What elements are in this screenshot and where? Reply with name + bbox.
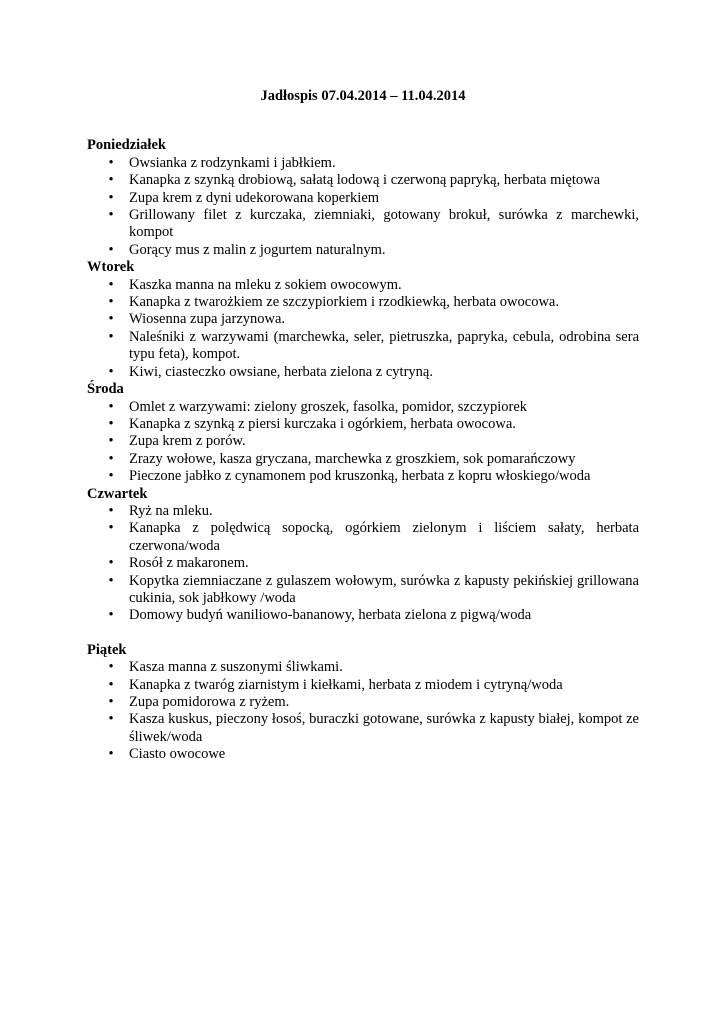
bullet-icon: •	[108, 328, 114, 345]
bullet-icon: •	[108, 311, 114, 328]
day-section-piatek	[87, 642, 639, 764]
bullet-icon: •	[108, 694, 114, 710]
meal-item	[87, 207, 639, 242]
menu-title: Jadłospis 07.04.2014 – 11.04.2014	[260, 88, 466, 104]
day-heading: Poniedziałek	[87, 137, 166, 154]
meal-item	[87, 503, 639, 520]
bullet-icon: •	[108, 363, 114, 380]
meal-list	[87, 399, 639, 486]
meal-item	[87, 155, 639, 172]
bullet-icon: •	[108, 189, 114, 206]
meal-item	[87, 416, 639, 433]
bullet-icon: •	[108, 154, 114, 171]
meal-text: Kasza kuskus, pieczony łosoś, buraczki gotowane, surówka z kapusty białej, kompot ze śliwek/woda	[129, 711, 639, 745]
meal-item	[87, 659, 639, 676]
bullet-icon: •	[108, 746, 114, 763]
day-heading: Piątek	[87, 641, 127, 658]
meal-list	[87, 155, 639, 259]
meal-text: Kanapka z szynką drobiową, sałatą lodową i czerwoną papryką, herbata miętowa	[129, 172, 601, 189]
meal-text: Domowy budyń waniliowo-bananowy, herbata zielona z pigwą/woda	[129, 607, 532, 624]
meal-item	[87, 451, 639, 468]
meal-text: Kopytka ziemniaczane z gulaszem wołowym, surówka z kapusty pekińskiej grillowana cukinia, sok jabłkowy /woda	[129, 572, 639, 606]
meal-text: Zrazy wołowe, kasza gryczana, marchewka z groszkiem, sok pomarańczowy	[129, 450, 576, 467]
meal-item	[87, 694, 639, 711]
meal-text: Rosół z makaronem.	[129, 555, 249, 572]
meal-item	[87, 746, 639, 763]
bullet-icon: •	[108, 711, 114, 728]
day-section-sroda	[87, 381, 639, 485]
bullet-icon: •	[108, 607, 114, 624]
meal-text: Zupa krem z porów.	[129, 433, 246, 450]
day-section-wtorek	[87, 259, 639, 381]
day-heading: Środa	[87, 381, 124, 398]
bullet-icon: •	[108, 468, 114, 485]
bullet-icon: •	[108, 415, 114, 432]
bullet-icon: •	[108, 172, 114, 189]
meal-item	[87, 311, 639, 328]
meal-item	[87, 329, 639, 364]
bullet-icon: •	[108, 555, 114, 572]
bullet-icon: •	[108, 241, 114, 258]
bullet-icon: •	[108, 433, 114, 450]
meal-item	[87, 677, 639, 694]
meal-item	[87, 711, 639, 746]
meal-text: Owsianka z rodzynkami i jabłkiem.	[129, 154, 336, 171]
meal-item	[87, 242, 639, 259]
meal-text: Kanapka z twaróg ziarnistym i kiełkami, herbata z miodem i cytryną/woda	[129, 676, 563, 693]
meal-list	[87, 503, 639, 625]
meal-text: Kiwi, ciasteczko owsiane, herbata zielona z cytryną.	[129, 363, 433, 380]
meal-text: Zupa krem z dyni udekorowana koperkiem	[129, 189, 380, 206]
bullet-icon: •	[108, 294, 114, 311]
bullet-icon: •	[108, 398, 114, 415]
meal-text: Kaszka manna na mleku z sokiem owocowym.	[129, 276, 402, 293]
meal-item	[87, 468, 639, 485]
bullet-icon: •	[108, 450, 114, 467]
bullet-icon: •	[108, 572, 114, 589]
meal-text: Grillowany filet z kurczaka, ziemniaki, gotowany brokuł, surówka z marchewki, kompot	[129, 207, 639, 241]
day-section-poniedzialek	[87, 137, 639, 259]
meal-item	[87, 433, 639, 450]
meal-item	[87, 277, 639, 294]
meal-item	[87, 364, 639, 381]
bullet-icon: •	[108, 659, 114, 676]
meal-item	[87, 294, 639, 311]
meal-item	[87, 520, 639, 555]
bullet-icon: •	[108, 502, 114, 519]
day-section-czwartek	[87, 486, 639, 625]
meal-text: Naleśniki z warzywami (marchewka, seler, pietruszka, papryka, cebula, odrobina sera typu feta), kompot.	[129, 328, 639, 363]
bullet-icon: •	[108, 676, 114, 693]
meal-text: Kanapka z twarożkiem ze szczypiorkiem i rzodkiewką, herbata owocowa.	[129, 294, 559, 311]
bullet-icon: •	[108, 276, 114, 293]
document-page	[87, 88, 639, 764]
meal-item	[87, 172, 639, 189]
meal-item	[87, 555, 639, 572]
meal-list	[87, 659, 639, 763]
meal-text: Kasza manna z suszonymi śliwkami.	[129, 659, 343, 676]
meal-item	[87, 573, 639, 608]
day-heading: Czwartek	[87, 485, 148, 502]
meal-item	[87, 607, 639, 624]
meal-text: Omlet z warzywami: zielony groszek, fasolka, pomidor, szczypiorek	[129, 398, 528, 415]
meal-text: Ciasto owocowe	[129, 746, 226, 763]
bullet-icon: •	[108, 207, 114, 224]
meal-text: Ryż na mleku.	[129, 502, 213, 519]
meal-text: Gorący mus z malin z jogurtem naturalnym.	[129, 241, 386, 258]
meal-text: Kanapka z polędwicą sopocką, ogórkiem zielonym i liściem sałaty, herbata czerwona/woda	[129, 520, 639, 554]
meal-text: Kanapka z szynką z piersi kurczaka i ogórkiem, herbata owocowa.	[129, 415, 516, 432]
meal-list	[87, 277, 639, 381]
bullet-icon: •	[108, 520, 114, 537]
meal-item	[87, 190, 639, 207]
meal-text: Pieczone jabłko z cynamonem pod kruszonką, herbata z kopru włoskiego/woda	[129, 468, 591, 485]
meal-text: Wiosenna zupa jarzynowa.	[129, 311, 286, 328]
day-heading: Wtorek	[87, 259, 135, 276]
meal-item	[87, 399, 639, 416]
meal-text: Zupa pomidorowa z ryżem.	[129, 694, 290, 710]
